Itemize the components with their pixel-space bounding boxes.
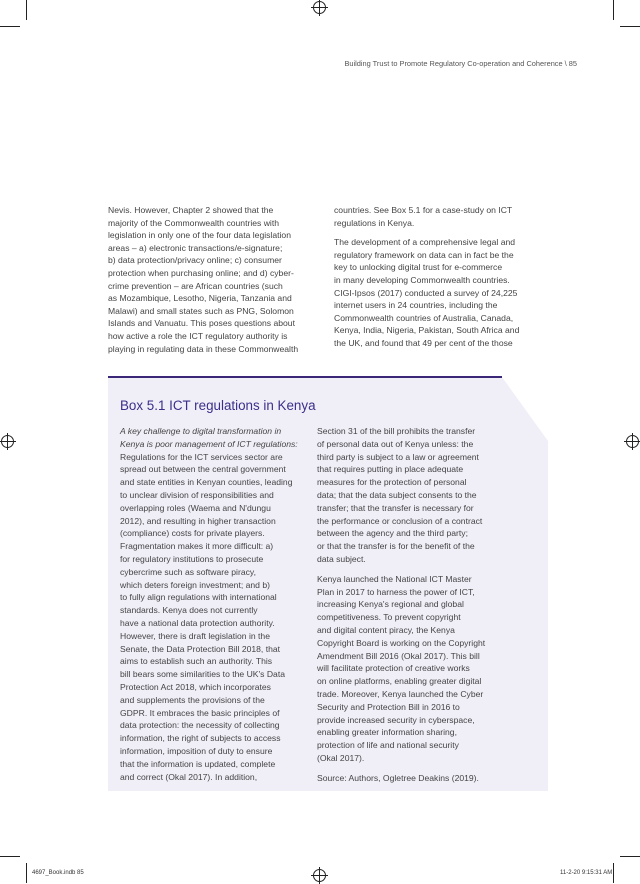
text-line: and digital content piracy, the Kenya bbox=[317, 624, 455, 635]
registration-mark-icon bbox=[313, 869, 326, 882]
main-right-column bbox=[334, 204, 559, 357]
text-line: of personal data out of Kenya unless: the bbox=[317, 438, 474, 449]
crop-mark bbox=[26, 0, 27, 20]
text-line: aims to establish such an authority. This bbox=[120, 656, 273, 667]
text-line: third party is subject to a law or agreement bbox=[317, 451, 479, 462]
text-line: for regulatory institutions to prosecute bbox=[120, 553, 264, 564]
text-line: (compliance) costs for private players. bbox=[120, 528, 265, 539]
crop-mark bbox=[613, 863, 614, 883]
text-line: (Okal 2017). bbox=[317, 752, 365, 763]
text-line: in many developing Commonwealth countries. bbox=[334, 274, 510, 285]
running-header: Building Trust to Promote Regulatory Co-operation and Coherence \ 85 bbox=[344, 59, 577, 68]
text-line: CIGI-Ipsos (2017) conducted a survey of 24,225 bbox=[334, 287, 518, 298]
text-line: data subject. bbox=[317, 553, 366, 564]
box-top-rule bbox=[108, 376, 502, 378]
text-line: Senate, the Data Protection Bill 2018, that bbox=[120, 643, 281, 654]
crop-mark bbox=[620, 856, 640, 857]
text-line: Kenya launched the National ICT Master bbox=[317, 573, 472, 584]
text-line: Nevis. However, Chapter 2 showed that the bbox=[108, 205, 274, 215]
text-line: Copyright Board is working on the Copyright bbox=[317, 637, 486, 648]
crop-mark bbox=[0, 26, 20, 27]
paragraph bbox=[317, 425, 542, 566]
text-line: legislation in only one of the four data legislation bbox=[108, 230, 291, 241]
text-line: data protection: the necessity of collecting bbox=[120, 720, 280, 731]
registration-mark-icon bbox=[313, 1, 326, 14]
text-line: that requires putting in place adequate bbox=[317, 464, 464, 475]
text-line: competitiveness. To prevent copyright bbox=[317, 612, 461, 623]
text-line: majority of the Commonwealth countries with bbox=[108, 217, 279, 228]
text-line-italic: A key challenge to digital transformation in bbox=[120, 426, 282, 436]
text-line: Section 31 of the bill prohibits the transfer bbox=[317, 426, 476, 436]
text-line: Fragmentation makes it more difficult: a) bbox=[120, 541, 274, 552]
text-line: Amendment Bill 2016 (Okal 2017). This bill bbox=[317, 650, 480, 661]
paragraph bbox=[108, 204, 328, 355]
text-line: Malawi) and small states such as PNG, Solomon bbox=[108, 305, 294, 316]
paragraph bbox=[120, 425, 315, 783]
text-line: areas – a) electronic transactions/e-signature; bbox=[108, 242, 283, 253]
text-line: Security and Protection Bill in 2016 to bbox=[317, 701, 460, 712]
text-line: overlapping roles (Waema and N'dungu bbox=[120, 502, 271, 513]
text-line: to unclear division of responsibilities and bbox=[120, 489, 274, 500]
text-line: have a national data protection authority. bbox=[120, 617, 275, 628]
crop-mark bbox=[0, 856, 20, 857]
text-line: provide increased security in cyberspace, bbox=[317, 714, 475, 725]
text-line: information, the right of subjects to access bbox=[120, 733, 281, 744]
text-line: GDPR. It embraces the basic principles of bbox=[120, 707, 280, 718]
footer-timestamp: 11-2-20 9:15:31 AM bbox=[560, 870, 613, 876]
registration-mark-icon bbox=[1, 435, 14, 448]
crop-mark bbox=[613, 0, 614, 20]
text-line: countries. See Box 5.1 for a case-study on ICT bbox=[334, 205, 513, 215]
text-line: the performance or conclusion of a contract bbox=[317, 515, 483, 526]
text-line: the UK, and found that 49 per cent of the those bbox=[334, 337, 513, 348]
text-line: and supplements the provisions of the bbox=[120, 694, 265, 705]
registration-mark-icon bbox=[626, 435, 639, 448]
paragraph bbox=[334, 236, 559, 349]
text-line: and state entities in Kenyan counties, leading bbox=[120, 477, 293, 488]
text-line: as Mozambique, Lesotho, Nigeria, Tanzania and bbox=[108, 293, 292, 304]
text-line: cybercrime such as software piracy, bbox=[120, 566, 256, 577]
text-line: trade. Moreover, Kenya launched the Cyber bbox=[317, 688, 484, 699]
text-line: and correct (Okal 2017). In addition, bbox=[120, 771, 258, 782]
text-line: how active a role the ICT regulatory authority is bbox=[108, 330, 288, 341]
text-line: bill bears some similarities to the UK's Data bbox=[120, 669, 285, 680]
paragraph bbox=[317, 573, 542, 765]
main-left-column bbox=[108, 204, 328, 362]
text-line: or that the transfer is for the benefit of the bbox=[317, 541, 475, 552]
text-line: transfer; that the transfer is necessary for bbox=[317, 502, 474, 513]
crop-mark bbox=[26, 863, 27, 883]
text-line-italic: Kenya is poor management of ICT regulations: bbox=[120, 438, 298, 449]
text-line: playing in regulating data in these Commonwealth bbox=[108, 343, 299, 354]
crop-mark bbox=[620, 26, 640, 27]
text-line: protection when purchasing online; and d) cyber- bbox=[108, 267, 294, 278]
text-line: will facilitate protection of creative works bbox=[317, 663, 470, 674]
text-line: Commonwealth countries of Australia, Canada, bbox=[334, 312, 514, 323]
text-line: internet users in 24 countries, including the bbox=[334, 300, 498, 311]
text-line: key to unlocking digital trust for e-commerce bbox=[334, 262, 503, 273]
box-title: Box 5.1 ICT regulations in Kenya bbox=[120, 398, 316, 413]
text-line: However, there is draft legislation in the bbox=[120, 630, 270, 641]
source-note bbox=[317, 772, 542, 785]
text-line: spread out between the central government bbox=[120, 464, 286, 475]
text-line: increasing Kenya's regional and global bbox=[317, 599, 464, 610]
text-line: on online platforms, enabling greater digital bbox=[317, 676, 482, 687]
text-line: Plan in 2017 to harness the power of ICT, bbox=[317, 586, 475, 597]
box-left-column bbox=[120, 425, 315, 790]
text-line: 2012), and resulting in higher transaction bbox=[120, 515, 276, 526]
text-line: regulatory framework on data can in fact be the bbox=[334, 249, 514, 260]
text-line: b) data protection/privacy online; c) consumer bbox=[108, 255, 282, 266]
text-line: protection of life and national security bbox=[317, 740, 459, 751]
text-line: which deters foreign investment; and b) bbox=[120, 579, 270, 590]
box-right-column bbox=[317, 425, 542, 792]
text-line: Protection Act 2018, which incorporates bbox=[120, 681, 271, 692]
text-line: crime prevention – are African countries (such bbox=[108, 280, 283, 291]
text-line: that the information is updated, complete bbox=[120, 758, 276, 769]
text-line: measures for the protection of personal bbox=[317, 477, 467, 488]
text-line: The development of a comprehensive legal and bbox=[334, 237, 516, 248]
source-text: Source: Authors, Ogletree Deakins (2019). bbox=[317, 772, 479, 783]
text-line: enabling greater information sharing, bbox=[317, 727, 457, 738]
footer-file-label: 4697_Book.indb 85 bbox=[32, 870, 84, 876]
text-line: information, imposition of duty to ensure bbox=[120, 745, 273, 756]
text-line: regulations in Kenya. bbox=[334, 217, 415, 228]
text-line: standards. Kenya does not currently bbox=[120, 605, 258, 616]
text-line: data; that the data subject consents to the bbox=[317, 489, 477, 500]
text-line: Islands and Vanuatu. This poses questions about bbox=[108, 318, 295, 329]
paragraph bbox=[334, 204, 559, 229]
text-line: Regulations for the ICT services sector are bbox=[120, 451, 283, 462]
text-line: Kenya, India, Nigeria, Pakistan, South Africa and bbox=[334, 325, 520, 336]
text-line: to fully align regulations with international bbox=[120, 592, 277, 603]
text-line: between the agency and the third party; bbox=[317, 528, 468, 539]
